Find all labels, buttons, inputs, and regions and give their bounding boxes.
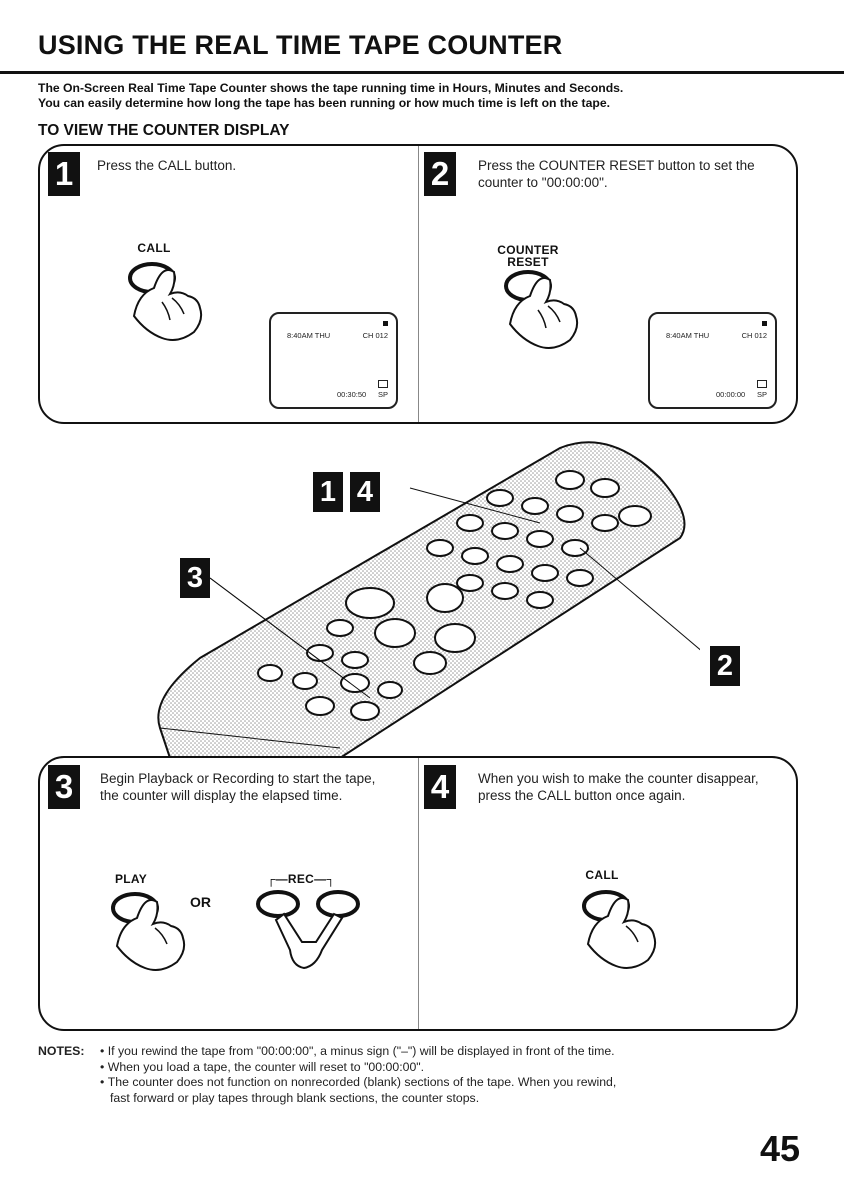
step-2-screen-time: 8:40AM THU bbox=[666, 331, 710, 340]
note-3: The counter does not function on nonrecorded (blank) sections of the tape. When you rewind, bbox=[107, 1075, 617, 1089]
top-panel-divider bbox=[418, 146, 419, 422]
step-1-screen-marker bbox=[383, 321, 388, 326]
notes-bullet-2: • bbox=[100, 1059, 108, 1074]
bottom-panel-divider bbox=[418, 758, 419, 1029]
remote-control-illustration bbox=[140, 428, 700, 758]
step-2-screen-channel: CH 012 bbox=[741, 331, 767, 340]
title-rule bbox=[0, 71, 844, 74]
step-2-text-line-1: Press the COUNTER RESET button to set the bbox=[478, 158, 755, 173]
step-1-text: Press the CALL button. bbox=[97, 158, 237, 173]
section-heading: TO VIEW THE COUNTER DISPLAY bbox=[38, 122, 290, 139]
step-2-screen-counter: 00:00:00 bbox=[716, 390, 746, 399]
note-1: If you rewind the tape from "00:00:00", a minus sign ("–") will be displayed in front of the time. bbox=[107, 1044, 615, 1058]
rec-label-text: REC bbox=[287, 872, 315, 886]
step-2-text bbox=[478, 157, 755, 191]
counter-label: COUNTER bbox=[497, 243, 559, 257]
step-4-text bbox=[478, 770, 759, 804]
step-2-screen-marker bbox=[762, 321, 767, 326]
step-2-screen-speed: SP bbox=[756, 390, 767, 399]
step-4-text-line-1: When you wish to make the counter disappear, bbox=[478, 771, 759, 786]
step-1-screen-channel: CH 012 bbox=[362, 331, 388, 340]
step-1-number: 1 bbox=[48, 152, 80, 196]
step-2-tv-screen bbox=[648, 312, 777, 409]
step-2-cassette-icon bbox=[757, 380, 767, 388]
intro-line-2: You can easily determine how long the tape has been running or how much time is left on the tape. bbox=[38, 96, 610, 110]
page-title: USING THE REAL TIME TAPE COUNTER bbox=[38, 30, 563, 60]
press-rec-two-finger-hand-icon bbox=[256, 884, 366, 974]
rec-bracket-right: —┐ bbox=[314, 872, 336, 886]
step-3-number: 3 bbox=[48, 765, 80, 809]
step-3-text bbox=[100, 770, 375, 804]
step-1-cassette-icon bbox=[378, 380, 388, 388]
step-3-text-line-2: the counter will display the elapsed time. bbox=[100, 788, 343, 803]
reset-label: RESET bbox=[507, 255, 549, 269]
note-3-continuation: fast forward or play tapes through blank sections, the counter stops. bbox=[110, 1090, 480, 1105]
call-label: CALL bbox=[137, 241, 171, 255]
step-2-number: 2 bbox=[424, 152, 456, 196]
press-counter-reset-hand-icon bbox=[498, 262, 608, 352]
notes-bullet-3: • bbox=[100, 1075, 108, 1089]
note-2: When you load a tape, the counter will reset to "00:00:00". bbox=[107, 1059, 425, 1074]
callout-2: 2 bbox=[710, 646, 740, 686]
step-4-number: 4 bbox=[424, 765, 456, 809]
intro-line-1: The On-Screen Real Time Tape Counter shows the tape running time in Hours, Minutes and Seconds. bbox=[38, 81, 624, 95]
notes-bullet-1: • bbox=[100, 1044, 108, 1058]
notes-row-3 bbox=[38, 1075, 818, 1091]
notes-label: NOTES: bbox=[38, 1044, 85, 1058]
step-3-text-line-1: Begin Playback or Recording to start the tape, bbox=[100, 771, 376, 786]
callout-4: 4 bbox=[350, 472, 380, 512]
page-number: 45 bbox=[759, 1128, 800, 1169]
notes-section bbox=[38, 1044, 818, 1106]
callout-3: 3 bbox=[180, 558, 210, 598]
press-call-again-hand-icon bbox=[576, 882, 686, 972]
callout-1: 1 bbox=[313, 472, 343, 512]
step-1-screen-counter: 00:30:50 bbox=[337, 390, 367, 399]
intro-text bbox=[38, 81, 623, 111]
or-label: OR bbox=[190, 894, 211, 910]
step-4-text-line-2: press the CALL button once again. bbox=[478, 788, 686, 803]
press-call-hand-icon bbox=[122, 254, 232, 344]
rec-bracket-left: ┌— bbox=[266, 872, 288, 886]
play-label: PLAY bbox=[114, 872, 148, 886]
step-2-text-line-2: counter to "00:00:00". bbox=[478, 175, 608, 190]
step-1-tv-screen bbox=[269, 312, 398, 409]
notes-row-2 bbox=[38, 1060, 818, 1076]
step-1-screen-time: 8:40AM THU bbox=[287, 331, 331, 340]
notes-row-1 bbox=[38, 1044, 818, 1060]
step-1-screen-speed: SP bbox=[377, 390, 388, 399]
call-label-step-4: CALL bbox=[585, 868, 619, 882]
